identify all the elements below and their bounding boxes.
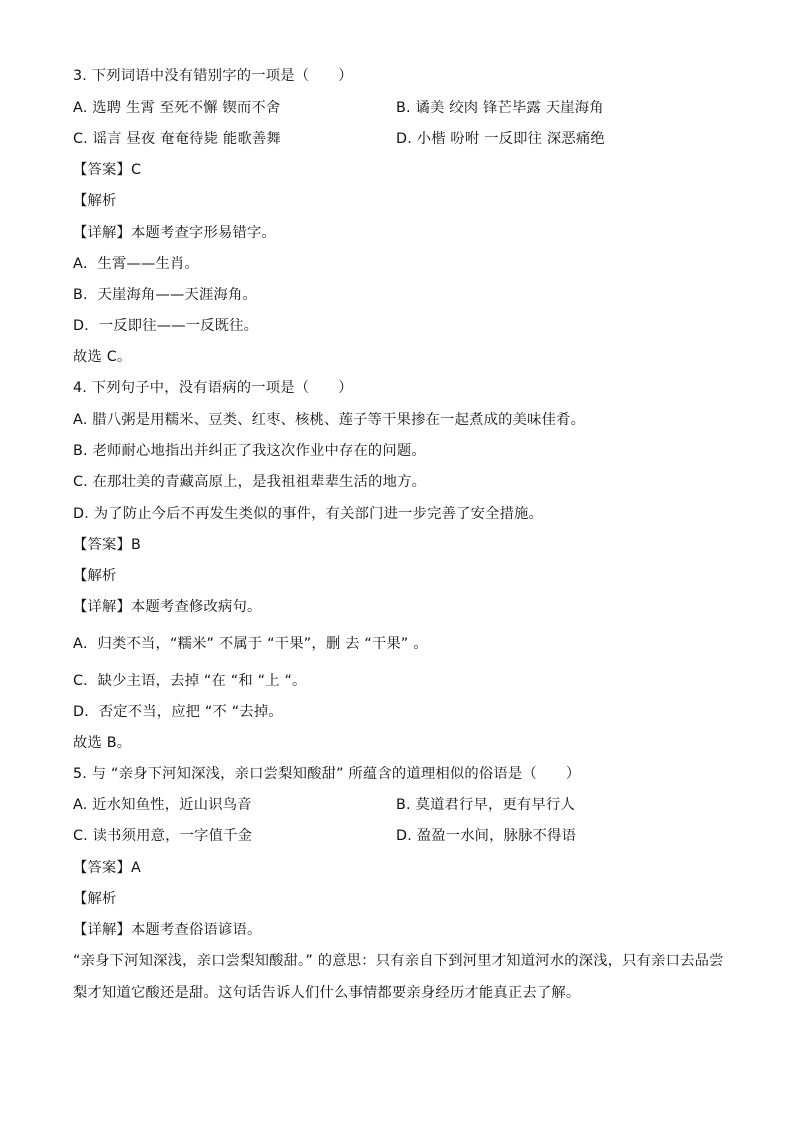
q3-option-d: D. 小楷 吩咐 一反即往 深恶痛绝: [396, 131, 605, 147]
q4-option-b: B. 老师耐心地指出并纠正了我这次作业中存在的问题。: [73, 443, 426, 459]
q4-answer: 【答案】B: [73, 537, 141, 553]
q5-stem: 5. 与 “亲身下河知深浅，亲口尝梨知酸甜” 所蕴含的道理相似的俗语是（ ）: [73, 766, 581, 782]
q4-option-a: A. 腊八粥是用糯米、豆类、红枣、核桃、莲子等干果掺在一起煮成的美味佳肴。: [73, 412, 586, 428]
q3-analysis-heading: 【解析: [73, 193, 117, 209]
q3-option-c: C. 谣言 昼夜 奄奄待毙 能歌善舞: [73, 131, 281, 147]
q4-detail: 【详解】本题考查修改病句。: [73, 599, 262, 615]
q4-explain-c: C．缺少主语，去掉 “在 “和 “上 “。: [73, 673, 307, 689]
q5-analysis-heading: 【解析: [73, 891, 117, 907]
q4-explain-a: A．归类不当，“糯米” 不属于 “干果”，删 去 “干果” 。: [73, 636, 428, 652]
q5-option-d: D. 盈盈一水间，脉脉不得语: [396, 828, 577, 844]
q3-answer: 【答案】C: [73, 162, 142, 178]
q5-option-a: A. 近水知鱼性，近山识鸟音: [73, 797, 252, 813]
q3-explain-d: D．一反即往——一反既往。: [73, 318, 259, 334]
q3-explain-b: B．天崖海角——天涯海角。: [73, 287, 257, 303]
q5-explanation-line-2: 梨才知道它酸还是甜。这句话告诉人们什么事情都要亲身经历才能真正去了解。: [73, 985, 581, 1001]
q4-option-c: C. 在那壮美的青藏高原上，是我祖祖辈辈生活的地方。: [73, 474, 427, 490]
q3-conclusion: 故选 C。: [73, 349, 132, 365]
q5-detail: 【详解】本题考查俗语谚语。: [73, 922, 262, 938]
q3-stem: 3. 下列词语中没有错别字的一项是（ ）: [73, 68, 353, 84]
q4-conclusion: 故选 B。: [73, 735, 132, 751]
q4-analysis-heading: 【解析: [73, 568, 117, 584]
q4-stem: 4. 下列句子中，没有语病的一项是（ ）: [73, 380, 353, 396]
q3-option-b: B. 谲美 绞肉 锋芒毕露 天崖海角: [396, 100, 604, 116]
q5-option-b: B. 莫道君行早，更有早行人: [396, 797, 575, 813]
q3-explain-a: A．生霄——生肖。: [73, 256, 199, 272]
q3-option-a: A. 选聘 生霄 至死不懈 锲而不舍: [73, 100, 281, 116]
q5-option-c: C. 读书须用意，一字值千金: [73, 828, 253, 844]
q3-detail: 【详解】本题考查字形易错字。: [73, 225, 276, 241]
q4-explain-d: D．否定不当，应把 “不 “去掉。: [73, 704, 283, 720]
q5-answer: 【答案】A: [73, 860, 141, 876]
q4-option-d: D. 为了防止今后不再发生类似的事件，有关部门进一步完善了安全措施。: [73, 506, 544, 522]
q5-explanation-line-1: “亲身下河知深浅，亲口尝梨知酸甜。” 的意思：只有亲自下到河里才知道河水的深浅，只有亲口去品尝: [73, 953, 724, 969]
